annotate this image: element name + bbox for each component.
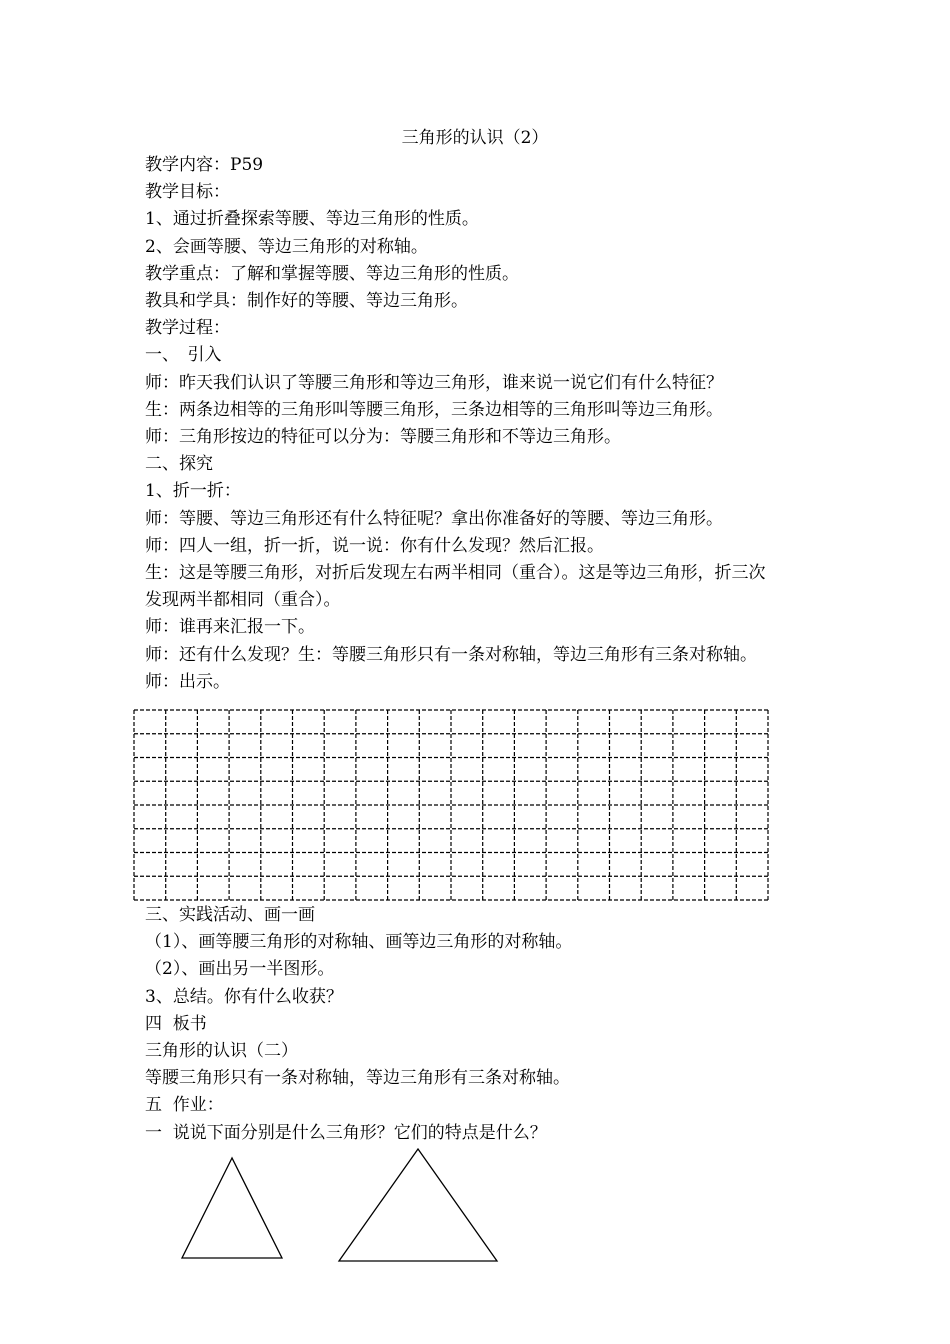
text-line: 三角形的认识（二） (145, 1041, 298, 1062)
text-line: 教学重点：了解和掌握等腰、等边三角形的性质。 (145, 263, 519, 284)
text-line: 教学内容：P59 (145, 155, 264, 175)
page-title: 三角形的认识（2） (401, 128, 549, 148)
text-line: 教学目标： (145, 182, 230, 203)
text-line: 师：还有什么发现？生：等腰三角形只有一条对称轴，等边三角形有三条对称轴。 (145, 644, 757, 665)
text-line: 生：这是等腰三角形，对折后发现左右两半相同（重合）。这是等边三角形，折三次 (145, 563, 766, 584)
text-line: 师：三角形按边的特征可以分为：等腰三角形和不等边三角形。 (145, 427, 621, 448)
text-line: 教具和学具：制作好的等腰、等边三角形。 (145, 291, 468, 312)
section-heading: 二、探究 (145, 454, 213, 475)
text-line: （2）、画出另一半图形。 (145, 959, 335, 980)
text-line: 2、会画等腰、等边三角形的对称轴。 (145, 236, 428, 257)
triangles-svg (170, 1145, 520, 1265)
text-line: 一 说说下面分别是什么三角形？它们的特点是什么？ (145, 1122, 547, 1143)
section-heading: 四 板书 (145, 1013, 207, 1034)
section-heading: 一、 引入 (145, 345, 222, 366)
text-line: 生：两条边相等的三角形叫等腰三角形，三条边相等的三角形叫等边三角形。 (145, 399, 723, 420)
triangle-figures (170, 1145, 520, 1265)
text-block-bottom (145, 902, 825, 1147)
text-line: 师：等腰、等边三角形还有什么特征呢？拿出你准备好的等腰、等边三角形。 (145, 508, 723, 529)
text-line: 发现两半都相同（重合）。 (145, 590, 341, 611)
text-line: 1、通过折叠探索等腰、等边三角形的性质。 (145, 209, 479, 230)
text-line: 等腰三角形只有一条对称轴，等边三角形有三条对称轴。 (145, 1068, 570, 1089)
section-heading: 三、实践活动、画一画 (145, 905, 315, 925)
text-line: 1、折一折： (145, 481, 241, 502)
text-line: 3、总结。你有什么收获？ (145, 986, 343, 1007)
text-line: 师：昨天我们认识了等腰三角形和等边三角形，谁来说一说它们有什么特征？ (145, 372, 723, 393)
small-triangle (182, 1158, 282, 1258)
text-line: 教学过程： (145, 318, 230, 339)
large-triangle (339, 1149, 497, 1261)
section-heading: 五 作业： (145, 1095, 224, 1116)
text-line: 师：出示。 (145, 671, 230, 692)
dashed-grid (133, 709, 769, 901)
text-line: 师：四人一组，折一折，说一说：你有什么发现？然后汇报。 (145, 535, 604, 556)
text-block-top (145, 152, 825, 696)
text-line: 师：谁再来汇报一下。 (145, 617, 315, 638)
dashed-grid-svg (133, 709, 769, 901)
text-line: （1）、画等腰三角形的对称轴、画等边三角形的对称轴。 (145, 932, 573, 953)
